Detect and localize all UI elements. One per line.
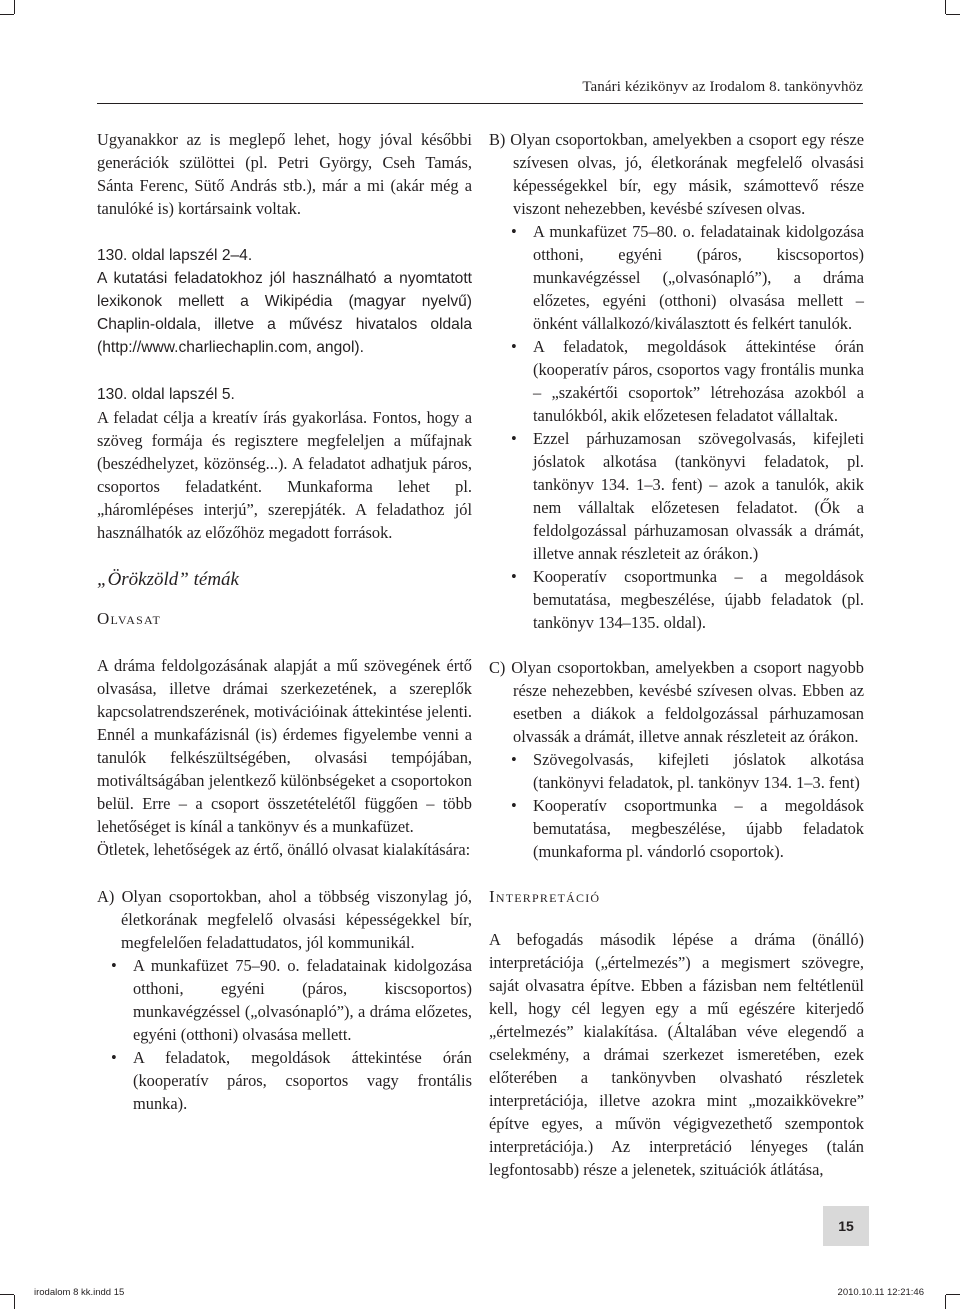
bullet-item: • A munkafüzet 75–80. o. feladatainak kidolgozása otthoni, egyéni (páros, kiscsoportos) munkavégzéssel („olvasónapló”), a dráma előzetes, egyéni (otthoni) olvasása mellett – önként vállalkozó/kiválasztott és felkért tanulók. — [533, 220, 864, 335]
crop-mark — [946, 14, 960, 15]
crop-mark — [945, 0, 946, 14]
right-column — [489, 128, 864, 1181]
task-paragraph: A feladat célja a kreatív írás gyakorlása. Fontos, hogy a szöveg formája és regisztere megfeleljen a műfajnak (beszédhelyzet, közönség...). A feladatot adhatjuk páros, csoportos feladatként. Munkaforma lehet pl. „háromlépéses interjú”, szerepjáték. A feladathoz jól használhatók az előzőhöz megadott források. — [97, 408, 472, 542]
list-item-b: B) Olyan csoportokban, amelyekben a csoport egy része szívesen olvas, jó, életkorának megfelelő olvasási képességekkel bír, egy másik, számottevő része viszont nehezebben, kevésbé szívesen olvas. — [489, 130, 864, 218]
intro-paragraph: Ugyanakkor az is meglepő lehet, hogy jóval későbbi generációk szülöttei (pl. Petri György, Cseh Tamás, Sánta Ferenc, Sütő András stb.), már a mi (akár még a tanulóké is) kortársaink voltak. — [97, 130, 472, 218]
list-item-c: C) Olyan csoportokban, amelyekben a csoport nagyobb része nehezebben, kevésbé szívesen olvas. Ebben az esetben a diákok a feldolgozással párhuzamosan olvassák a drámát, illetve annak részleteit az órákon. — [489, 658, 864, 746]
bullet-item: • Szövegolvasás, kifejleti jóslatok alkotása (tankönyvi feladatok, pl. tankönyv 134. 1–3. fent) — [533, 748, 864, 794]
running-header: Tanári kézikönyv az Irodalom 8. tankönyvhöz — [582, 79, 863, 95]
body-paragraph: A dráma feldolgozásának alapját a mű szövegének értő olvasása, illetve drámai szerkezetének, a szereplők kapcsolatrendszerének, motivációinak áttekintése jelenti. Ennél a munkafázisnál (is) érdemes figyelembe venni a tanulók felkészültségében, olvasási tempójában, motiváltságában jelentkező különbségeket a csoportokon belül. Erre – a csoport összetételétől függően – több lehetőséget is kínál a tankönyv és a munkafüzet. — [97, 656, 472, 836]
bullet-list — [489, 748, 864, 863]
page-reference: 130. oldal lapszél 2–4. — [97, 247, 253, 264]
crop-mark — [0, 14, 14, 15]
bullet-list — [97, 954, 472, 1115]
left-column — [97, 128, 472, 1115]
footer-filename: irodalom 8 kk.indd 15 — [34, 1287, 125, 1298]
page-number: 15 — [823, 1206, 869, 1246]
footer-timestamp: 2010.10.11 12:21:46 — [837, 1287, 924, 1298]
subsection-heading: Olvasat — [97, 609, 162, 628]
body-paragraph: A befogadás második lépése a dráma (önálló) interpretációja („értelmezés”) a megismert szövegre, saját olvasatra építve. Ebben a fázisban nem feltétlenül kell, hogy cél legyen egy a mű egészére kiterjedő „értelmezés” kialakítása. (Általában véve elegendő a cselekmény, a drámai szerkezet ismeretében, ezek előterében a tankönyvben olvasható részletek interpretációja, illetve azokra mint „mozaikkövekre” építve egyes, a művön végigvezethető szempontok interpretációja.) Az interpretáció lényeges (talán legfontosabb) része a jelenetek, szituációk átlátása, — [489, 930, 864, 1179]
bullet-item: • Ezzel párhuzamosan szövegolvasás, kifejleti jóslatok alkotása (tankönyvi feladatok, pl. tankönyv 134. 1–3. fent) – azok a tanulók, akik nem vállaltak előzetesen feladatot. (Ők a feldolgozással párhuzamosan olvassák a drámát, illetve annak részleteit az órákon.) — [533, 427, 864, 565]
subsection-heading: Interpretáció — [489, 887, 601, 906]
bullet-item: • A munkafüzet 75–90. o. feladatainak kidolgozása otthoni, egyéni (páros, kiscsoportos) munkavégzéssel („olvasónapló”), a dráma előzetes, egyéni (otthoni) olvasása mellett. — [133, 954, 472, 1046]
section-heading: „Örökzöld” témák — [97, 569, 239, 590]
crop-mark — [0, 1294, 14, 1295]
crop-mark — [946, 1294, 960, 1295]
bullet-item: • A feladatok, megoldások áttekintése órán (kooperatív páros, csoportos vagy frontális munka – „szakértői csoportok” létrehozása azokból a tanulókból, akik előzetesen feladatot vállaltak. — [533, 335, 864, 427]
crop-mark — [14, 0, 15, 14]
research-paragraph: A kutatási feladatokhoz jól használható a nyomtatott lexikonok mellett a Wikipédia (magyar nyelvű) Chaplin-oldala, illetve a művész hivatalos oldala (http://www.charliechaplin.com, angol). — [97, 270, 472, 356]
bullet-list — [489, 220, 864, 634]
bullet-item: • Kooperatív csoportmunka – a megoldások bemutatása, megbeszélése, újabb feladatok (munkaforma pl. vándorló csoportok). — [533, 794, 864, 863]
bullet-item: • A feladatok, megoldások áttekintése órán (kooperatív páros, csoportos vagy frontális munka). — [133, 1046, 472, 1115]
crop-mark — [945, 1295, 946, 1309]
page-reference: 130. oldal lapszél 5. — [97, 386, 235, 403]
bullet-item: • Kooperatív csoportmunka – a megoldások bemutatása, megbeszélése, újabb feladatok (pl. tankönyv 134–135. oldal). — [533, 565, 864, 634]
body-paragraph: Ötletek, lehetőségek az értő, önálló olvasat kialakítására: — [97, 840, 471, 859]
crop-mark — [14, 1295, 15, 1309]
header-rule — [97, 103, 863, 104]
list-item-a: A) Olyan csoportokban, ahol a többség viszonylag jó, életkorának megfelelő olvasási képességekkel bír, megfelelően feladattudatos, jól kommunikál. — [97, 887, 472, 952]
